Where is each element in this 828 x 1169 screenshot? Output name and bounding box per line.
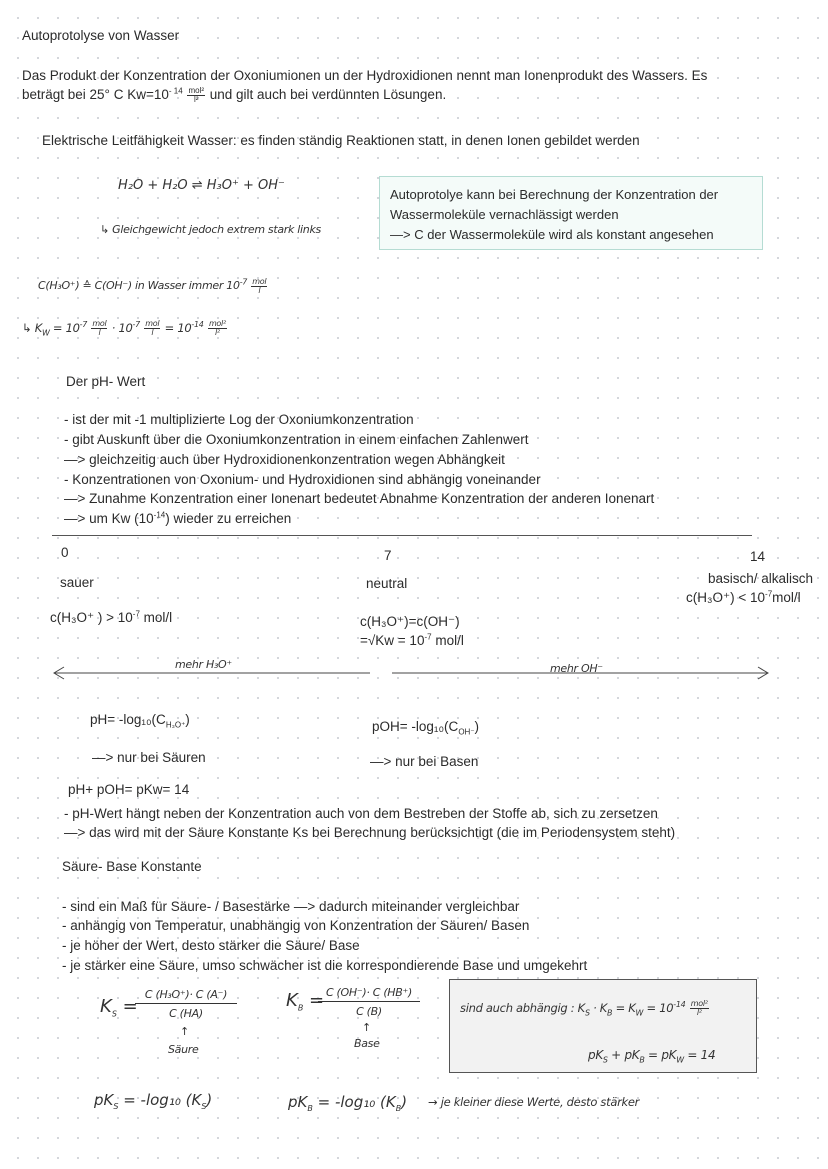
acid-cond-unit: mol/l	[139, 610, 173, 625]
pkb-formula	[288, 1094, 407, 1111]
ph-bullet: —> Zunahme Konzentration einer Ionenart bedeutet Abnahme Konzentration der anderen Ionenart	[64, 491, 655, 506]
constants-bullet: - anhängig von Temperatur, unabhängig von Konzentration der Säuren/ Basen	[62, 918, 530, 933]
ks-arrow-icon: ↑	[180, 1025, 189, 1038]
dep1-s: S	[584, 1008, 590, 1018]
ph-bullet: —> gleichzeitig auch über Hydroxidionenkonzentration wegen Abhängkeit	[64, 452, 505, 467]
pks-post: = -log₁₀ (K	[118, 1091, 202, 1109]
acid-cond-text: c(H₃O⁺ ) > 10	[50, 610, 133, 625]
dep1-exp: -14	[673, 1000, 686, 1010]
dep1-b: B	[607, 1008, 613, 1018]
kw-exp-c: -14	[191, 320, 204, 330]
scale-number-14: 14	[750, 549, 766, 564]
pkb-pre: pK	[288, 1093, 308, 1111]
dep1-unit	[690, 1000, 709, 1017]
dep1-unit-den: l²	[696, 1008, 702, 1017]
dep2-pre: pK	[588, 1048, 603, 1062]
pkb-post: = -log₁₀ (K	[312, 1093, 396, 1111]
smaller-arrow-icon: →	[428, 1095, 438, 1109]
concentration-exp: -7	[239, 277, 248, 287]
ph-formula-close: )	[185, 712, 190, 727]
ph-formula	[90, 711, 190, 728]
ks-eq: =	[116, 996, 138, 1017]
ph-note-2: —> das wird mit der Säure Konstante Ks bei Berechnung berücksichtigt (die im Periodensystem steht)	[64, 825, 676, 840]
kw-mul: · 10	[108, 321, 133, 335]
dependency-line-1	[460, 1000, 710, 1017]
intro-line-1: Das Produkt der Konzentration der Oxoniumionen un der Hydroxidionen nennt man Ionenprodukt des Wassers. Es	[22, 68, 708, 83]
pks-pre: pK	[94, 1091, 114, 1109]
pkb-close: )	[401, 1093, 408, 1111]
dep2-s: S	[602, 1055, 608, 1065]
kb-eq: =	[303, 990, 325, 1011]
equilibrium-arrow-icon: ↳	[100, 223, 109, 236]
bases-only-note: —> nur bei Basen	[370, 754, 479, 769]
kb-note: Base	[354, 1037, 380, 1050]
kw-unit-c-num: mol²	[208, 319, 226, 328]
acids-only-note: —> nur bei Säuren	[92, 750, 206, 765]
dep2-b: B	[639, 1055, 645, 1065]
dep1-val: = 10	[643, 1001, 674, 1015]
dep1-unit-num: mol²	[690, 999, 708, 1008]
pks-close-sub: S	[201, 1102, 207, 1111]
neutral-cond2-exp: -7	[424, 632, 432, 642]
smaller-note	[428, 1094, 639, 1111]
more-oh-label: mehr OH⁻	[550, 662, 603, 675]
pks-formula	[94, 1092, 212, 1109]
note-box-line-1: Autoprotolye kann bei Berechnung der Konzentration der	[390, 187, 719, 202]
ph-last-post: ) wieder zu erreichen	[165, 511, 292, 526]
ph-bullet: - Konzentrationen von Oxonium- und Hydroxidionen sind abhängig voneinander	[64, 472, 541, 487]
concentration-unit-den: l	[258, 285, 261, 295]
kb-numerator: C (OH⁻)· C (HB⁺)	[318, 984, 420, 1002]
ks-note: Säure	[168, 1043, 199, 1056]
poh-formula-sub: OH⁻	[458, 727, 475, 737]
ks-numerator: C (H₃O⁺)· C (A⁻)	[135, 986, 237, 1004]
dep1-w: W	[635, 1008, 644, 1018]
pks-sub: S	[113, 1102, 119, 1111]
poh-formula-text: pOH= -log₁₀(C	[372, 719, 459, 734]
ph-formula-text: pH= -log₁₀(C	[90, 712, 166, 727]
ph-poh-sum: pH+ pOH= pKw= 14	[68, 782, 190, 797]
kw-eq-c: = 10	[161, 321, 192, 335]
scale-number-7: 7	[384, 548, 392, 563]
smaller-note-text: je kleiner diese Werte, desto stärker	[440, 1095, 640, 1109]
concentration-text: C(H₃O⁺) ≙ C(OH⁻) in Wasser immer 10	[38, 279, 240, 292]
constants-bullet: - je stärker eine Säure, umso schwächer ist die korrespondierende Base und umgekehrt	[62, 958, 588, 973]
kw-unit-b-num: mol	[145, 319, 160, 328]
ph-bullet: - ist der mit -1 multiplizierte Log der Oxoniumkonzentration	[64, 412, 414, 427]
equilibrium-text: Gleichgewicht jedoch extrem stark links	[112, 223, 321, 236]
ph-last-exp: -14	[153, 510, 166, 520]
dep2-w: W	[676, 1055, 684, 1065]
kw-exp-a: -7	[79, 320, 88, 330]
kb-sub: B	[297, 1003, 304, 1013]
ks-letter: K	[100, 996, 112, 1017]
ks-denominator: C (HA)	[169, 1007, 203, 1020]
dep1-mid: · K	[589, 1001, 608, 1015]
scale-basic-label: basisch/ alkalisch	[708, 571, 814, 586]
conductivity-text: Elektrische Leitfähigkeit Wasser: es finden ständig Reaktionen statt, in denen Ionen gebildet werden	[42, 133, 640, 148]
dep2-eq: = pK	[644, 1048, 677, 1062]
more-h3o-label: mehr H₃O⁺	[175, 658, 232, 671]
dep2-mid: + pK	[607, 1048, 640, 1062]
page-title: Autoprotolyse von Wasser	[22, 28, 180, 43]
neutral-cond2-unit: mol/l	[431, 633, 464, 648]
kb-letter: K	[286, 990, 298, 1011]
dependency-line-2	[588, 1047, 715, 1064]
ph-bullet: - gibt Auskunft über die Oxoniumkonzentration in einem einfachen Zahlenwert	[64, 432, 529, 447]
pkb-close-sub: B	[395, 1104, 402, 1113]
intro-unit-den: l²	[193, 94, 199, 104]
kb-denominator: C (B)	[356, 1005, 382, 1018]
concentration-unit-num: mol	[252, 276, 267, 286]
scale-number-0: 0	[61, 545, 69, 560]
ks-sub: S	[111, 1009, 117, 1019]
kw-sub: W	[41, 328, 50, 338]
kw-unit-a-den: l	[98, 328, 101, 337]
intro-kw-post: und gilt auch bei verdünnten Lösungen.	[209, 87, 447, 102]
dep2-val: = 14	[683, 1048, 716, 1062]
kw-arrow-icon: ↳	[22, 321, 32, 335]
neutral-condition-1: c(H₃O⁺)=c(OH⁻)	[360, 614, 460, 629]
ks-symbol	[100, 996, 138, 1019]
kb-arrow-icon: ↑	[362, 1021, 371, 1034]
kw-exp-b: -7	[132, 320, 140, 330]
constants-bullet: - sind ein Maß für Säure- / Basestärke —> dadurch miteinander vergleichbar	[62, 899, 520, 914]
basic-cond-unit: mol/l	[772, 590, 801, 605]
acid-cond-exp: -7	[132, 609, 140, 619]
constants-heading: Säure- Base Konstante	[62, 859, 202, 874]
pks-close: )	[206, 1091, 213, 1109]
basic-cond-text: c(H₃O⁺) < 10	[686, 590, 766, 605]
poh-formula	[372, 718, 479, 735]
kw-unit-c-den: l²	[214, 328, 220, 337]
ph-formula-sub: H₃O⁺	[165, 720, 186, 730]
note-box-line-3: —> C der Wassermoleküle wird als konstant angesehen	[390, 227, 714, 242]
kw-symbol: K	[34, 321, 42, 335]
ph-last-pre: —> um Kw (10	[64, 511, 154, 526]
kw-unit-b-den: l	[151, 328, 154, 337]
poh-formula-close: )	[474, 719, 480, 734]
intro-kw-text: beträgt bei 25° C Kw=10	[22, 87, 169, 102]
dep1-eq: = K	[612, 1001, 636, 1015]
basic-cond-exp: -7	[765, 589, 773, 599]
ph-note-1: - pH-Wert hängt neben der Konzentration auch von dem Bestreben der Stoffe ab, sich zu zersetzen	[64, 806, 658, 821]
neutral-cond2-text: =√Kw = 10	[360, 633, 425, 648]
dep1-pre: sind auch abhängig : K	[460, 1001, 585, 1015]
scale-acid-label: sauer	[60, 575, 94, 590]
scale-neutral-label: neutral	[366, 576, 408, 591]
pkb-sub: B	[307, 1104, 313, 1113]
kw-unit-a-num: mol	[92, 319, 107, 328]
note-box-line-2: Wassermoleküle vernachlässigt werden	[390, 207, 619, 222]
ph-heading: Der pH- Wert	[66, 374, 146, 389]
autoprotolysis-equation: H₂O + H₂O ⇌ H₃O⁺ + OH⁻	[118, 178, 285, 193]
kw-eq-a: = 10	[49, 321, 80, 335]
intro-unit-num: mol²	[188, 85, 204, 95]
constants-bullet: - je höher der Wert, desto stärker die Säure/ Base	[62, 938, 360, 953]
intro-kw-exponent: - 14	[168, 86, 183, 96]
